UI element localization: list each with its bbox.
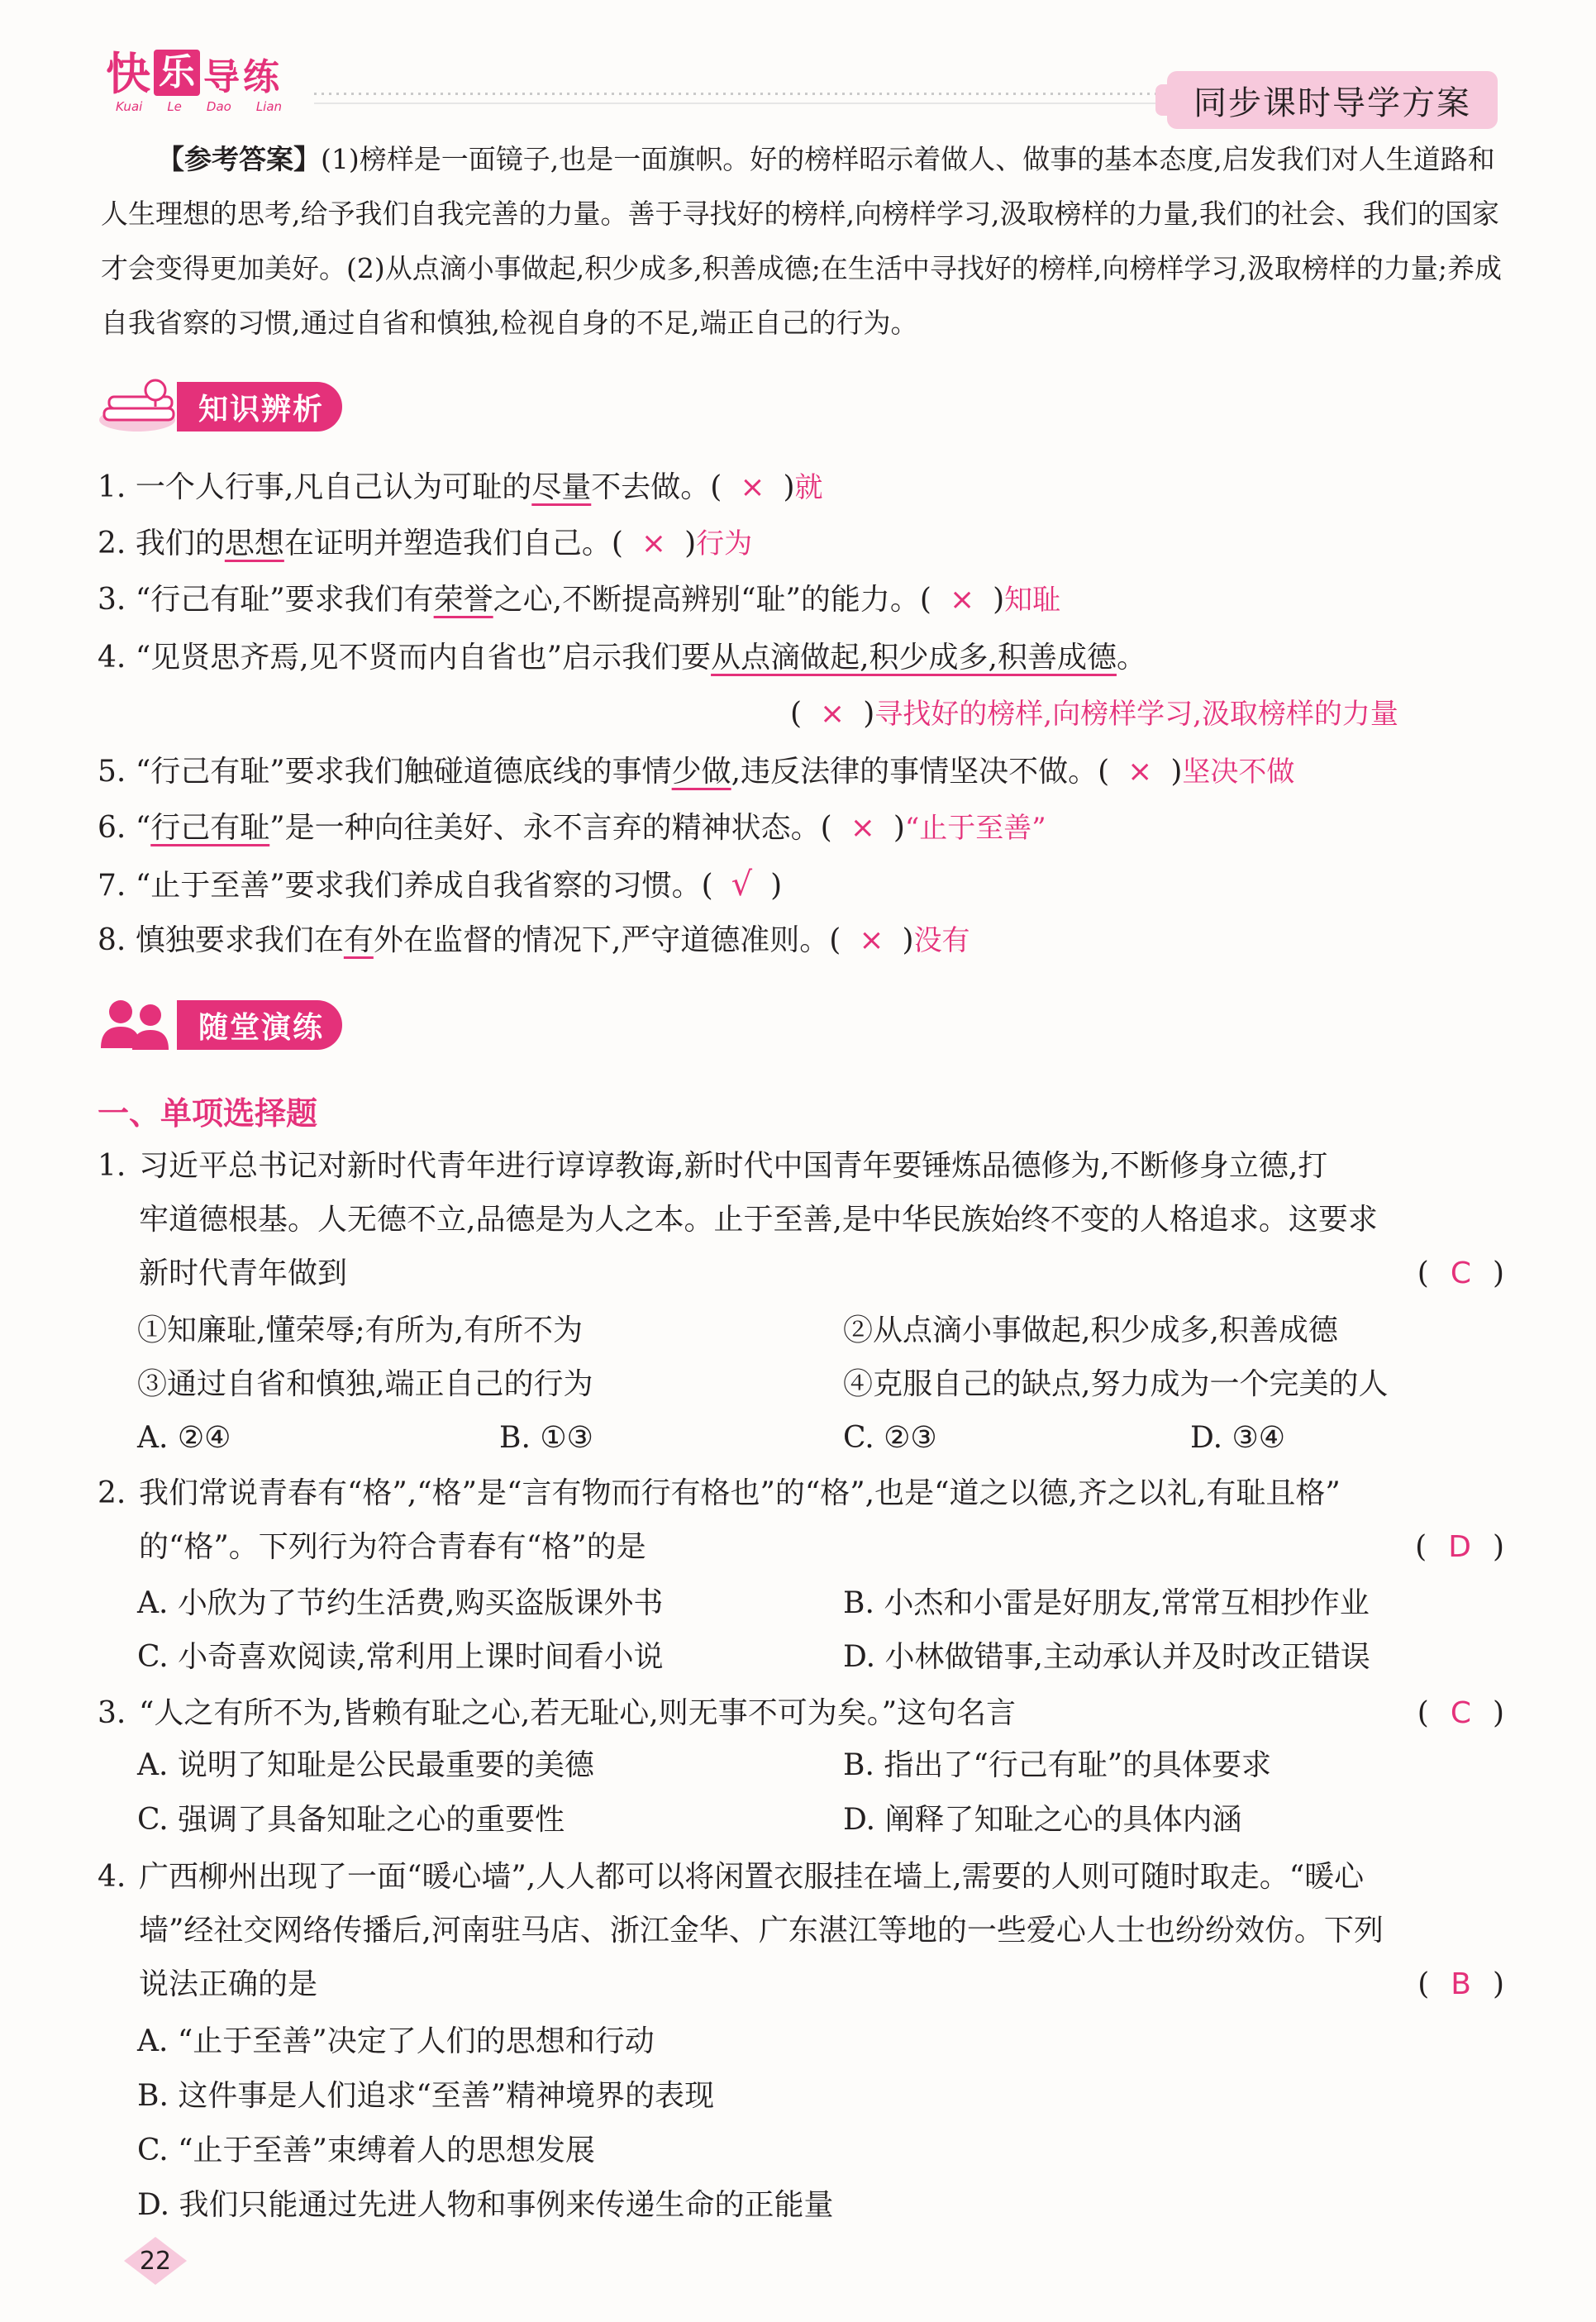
stem-line: 广西柳州出现了一面“暖心墙”,人人都可以将闲置衣服挂在墙上,需要的人则可随时取走。“暖心 <box>139 1860 1365 1894</box>
reference-answer <box>101 132 1506 350</box>
correction-note: 寻找好的榜样,向榜样学习,汲取榜样的力量 <box>874 698 1398 731</box>
statement-1: ①知廉耻,懂荣辱;有所为,有所不为 <box>137 1314 584 1347</box>
underlined-error: 有 <box>343 923 374 957</box>
stem-line <box>139 1247 1504 1300</box>
answer-text: (1)榜样是一面镜子,也是一面旗帜。好的榜样昭示着做人、做事的基本态度,启发我们对人生道路和人生理想的思考,给予我们自我完善的力量。善于寻找好的榜样,向榜样学习,汲取榜样的力量,我们的社会、我们的国家才会变得更加美好。(2)从点滴小事做起,积少成多,积善成德;在生活中寻找好的榜样,向榜样学习,汲取榜样的力量;养成自我省察的习惯,通过自省和慎独,检视自身的不足,端正自己的行为。 <box>101 143 1502 339</box>
answer-paren: ( B ) <box>1417 1967 1504 2001</box>
item-text: “ <box>135 811 151 845</box>
item-number: 3. <box>98 583 126 617</box>
question-stem <box>98 1139 1504 1300</box>
judgement-mark: × <box>820 697 846 731</box>
logo-pinyin-3: Dao <box>206 99 231 114</box>
stem-line: 我们常说青春有“格”,“格”是“言有物而行有格也”的“格”,也是“道之以德,齐之以礼,有耻且格” <box>139 1476 1341 1510</box>
judgement-item-6 <box>98 803 1519 853</box>
option-a: A. 小欣为了节约生活费,购买盗版课外书 <box>137 1586 664 1620</box>
books-icon <box>96 377 188 436</box>
option-c: C. “止于至善”束缚着人的思想发展 <box>137 2134 595 2167</box>
section-title-practice: 随堂演练 <box>177 1000 342 1050</box>
section-title-knowledge: 知识辨析 <box>177 382 342 432</box>
stem-text: 新时代青年做到 <box>139 1256 348 1290</box>
series-title: 同步课时导学方案 <box>1167 71 1498 129</box>
item-number: 6. <box>98 811 126 845</box>
subhead-single-choice: 一、单项选择题 <box>98 1095 318 1132</box>
correction-note: 就 <box>794 471 823 504</box>
correction-note: “止于至善” <box>904 812 1046 845</box>
logo-char-1: 快 <box>106 47 150 100</box>
stem-line <box>139 1686 1504 1740</box>
underlined-error: 荣誉 <box>433 583 493 617</box>
item-number: 2. <box>98 527 126 560</box>
stem-text: 说法正确的是 <box>139 1967 318 2001</box>
logo-char-4: 练 <box>243 56 279 98</box>
question-number: 4. <box>98 1860 126 1894</box>
correction-note: 知耻 <box>1004 584 1061 617</box>
answer-letter: C <box>1450 1696 1471 1730</box>
option-b: B. 这件事是人们追求“至善”精神境界的表现 <box>137 2079 715 2113</box>
judgement-item-3 <box>98 575 1519 625</box>
question-number: 3. <box>98 1696 126 1730</box>
header-divider <box>314 93 1165 95</box>
paren-close: ) <box>783 470 795 504</box>
judgement-item-8 <box>98 916 1519 966</box>
option-b: B. 小杰和小雷是好朋友,常常互相抄作业 <box>843 1586 1370 1620</box>
answer-letter: B <box>1451 1967 1471 2001</box>
item-number: 8. <box>98 923 126 957</box>
item-text: “止于至善”要求我们养成自我省察的习惯。( <box>135 869 713 903</box>
option-c: C. ②③ <box>843 1421 937 1455</box>
paren-close: ) <box>902 923 914 957</box>
item-text: “行己有耻”要求我们有 <box>135 583 434 617</box>
option-a: A. 说明了知耻是公民最重要的美德 <box>137 1748 594 1782</box>
header-divider-thin <box>314 103 1165 104</box>
logo-pinyin-1: Kuai <box>116 99 143 114</box>
item-text: 外在监督的情况下,严守道德准则。( <box>373 923 841 957</box>
item-text: 我们的 <box>135 527 225 560</box>
people-icon <box>96 995 188 1055</box>
item-text: 之心,不断提高辨别“耻”的能力。( <box>493 583 931 617</box>
check-mark: √ <box>731 865 753 904</box>
underlined-error: 从点滴做起,积少成多,积善成德 <box>711 641 1117 675</box>
item-text: 慎独要求我们在 <box>135 923 344 957</box>
item-number: 4. <box>98 641 126 675</box>
option-d: D. 小林做错事,主动承认并及时改正错误 <box>843 1640 1370 1674</box>
paren-close: ) <box>993 583 1005 617</box>
statement-3: ③通过自省和慎独,端正自己的行为 <box>137 1367 593 1401</box>
stem-line: 牢道德根基。人无德不立,品德是为人之本。止于至善,是中华民族始终不变的人格追求。这要求 <box>139 1203 1378 1237</box>
stem-line: 习近平总书记对新时代青年进行谆谆教诲,新时代中国青年要锤炼品德修为,不断修身立德,打 <box>139 1149 1328 1183</box>
judgement-mark: × <box>740 470 765 504</box>
statement-2: ②从点滴小事做起,积少成多,积善成德 <box>843 1314 1338 1347</box>
item-text: “行己有耻”要求我们触碰道德底线的事情 <box>135 755 672 789</box>
option-a: A. “止于至善”决定了人们的思想和行动 <box>137 2024 655 2058</box>
question-stem <box>98 1686 1504 1740</box>
option-b: B. ①③ <box>499 1421 593 1455</box>
question-number: 1. <box>98 1149 126 1183</box>
question-stem <box>98 1466 1504 1574</box>
option-c: C. 强调了具备知耻之心的重要性 <box>137 1803 565 1837</box>
question-stem <box>98 1850 1504 2011</box>
option-d: D. ③④ <box>1190 1421 1286 1455</box>
stem-text: 的“格”。下列行为符合青春有“格”的是 <box>139 1530 646 1564</box>
statement-4: ④克服自己的缺点,努力成为一个完美的人 <box>843 1367 1389 1401</box>
paren-open: ( <box>790 697 803 731</box>
logo-pinyin-2: Le <box>167 99 182 114</box>
judgement-item-7 <box>98 860 1519 911</box>
item-text: “见贤思齐焉,见不贤而内自省也”启示我们要 <box>135 641 712 675</box>
logo-pinyin <box>106 99 321 114</box>
judgement-mark: × <box>859 923 884 957</box>
item-text: ,违反法律的事情坚决不做。( <box>731 755 1110 789</box>
option-a: A. ②④ <box>137 1421 231 1455</box>
question-1 <box>98 1139 1504 1300</box>
answer-paren: ( C ) <box>1417 1696 1504 1730</box>
judgement-mark: × <box>1127 755 1153 789</box>
answer-tag: 【参考答案】 <box>157 143 321 175</box>
underlined-error: 思想 <box>224 527 284 560</box>
answer-paren: ( D ) <box>1415 1530 1504 1564</box>
page-number-badge <box>122 2235 188 2286</box>
answer-letter: D <box>1448 1530 1471 1564</box>
paren-close: ) <box>1170 755 1183 789</box>
item-text: 不去做。( <box>591 470 722 504</box>
question-number: 2. <box>98 1476 126 1510</box>
judgement-item-4-answer <box>790 689 1517 739</box>
option-d: D. 阐释了知耻之心的具体内涵 <box>843 1803 1242 1837</box>
correction-note: 坚决不做 <box>1182 756 1295 789</box>
question-2 <box>98 1466 1504 1574</box>
item-text: 。 <box>1116 641 1146 675</box>
logo-char-3: 导 <box>203 56 240 98</box>
underlined-error: 尽量 <box>531 470 592 504</box>
logo-pinyin-4: Lian <box>255 99 283 114</box>
item-text: 在证明并塑造我们自己。( <box>283 527 623 560</box>
judgement-mark: × <box>949 583 975 617</box>
judgement-item-4 <box>98 633 1519 683</box>
underlined-error: 少做 <box>671 755 731 789</box>
stem-line: 墙”经社交网络传播后,河南驻马店、浙江金华、广东湛江等地的一些爱心人士也纷纷效仿。下列 <box>139 1914 1384 1948</box>
judgement-mark: × <box>850 811 875 845</box>
judgement-item-2 <box>98 519 1519 569</box>
section-banner-practice <box>96 995 342 1055</box>
correction-note: 没有 <box>913 924 970 957</box>
question-4 <box>98 1850 1504 2011</box>
item-text: ”是一种向往美好、永不言弃的精神状态。( <box>269 811 832 845</box>
question-3 <box>98 1686 1504 1740</box>
page-number: 22 <box>139 2246 172 2276</box>
item-text: 一个人行事,凡自己认为可耻的 <box>135 470 532 504</box>
paren-close: ) <box>770 869 783 903</box>
judgement-mark: × <box>641 527 667 560</box>
item-number: 7. <box>98 869 126 903</box>
correction-note: 行为 <box>696 527 753 560</box>
option-c: C. 小奇喜欢阅读,常利用上课时间看小说 <box>137 1640 664 1674</box>
stem-line <box>139 1957 1504 2011</box>
underlined-error: 行己有耻 <box>150 811 270 845</box>
section-banner-knowledge <box>96 377 342 436</box>
paren-close: ) <box>893 811 905 845</box>
answer-paren: ( C ) <box>1417 1256 1504 1290</box>
answer-letter: C <box>1450 1256 1471 1290</box>
judgement-item-5 <box>98 747 1519 797</box>
stem-text: “人之有所不为,皆赖有耻之心,若无耻心,则无事不可为矣。”这句名言 <box>139 1696 1017 1730</box>
publisher-logo <box>106 47 321 124</box>
option-b: B. 指出了“行己有耻”的具体要求 <box>843 1748 1272 1782</box>
paren-close: ) <box>684 527 697 560</box>
judgement-item-1 <box>98 463 1519 513</box>
stem-line <box>139 1520 1504 1574</box>
item-number: 5. <box>98 755 126 789</box>
option-d: D. 我们只能通过先进人物和事例来传递生命的正能量 <box>137 2188 834 2222</box>
paren-close: ) <box>863 697 875 731</box>
item-number: 1. <box>98 470 126 504</box>
logo-char-2: 乐 <box>154 50 200 96</box>
